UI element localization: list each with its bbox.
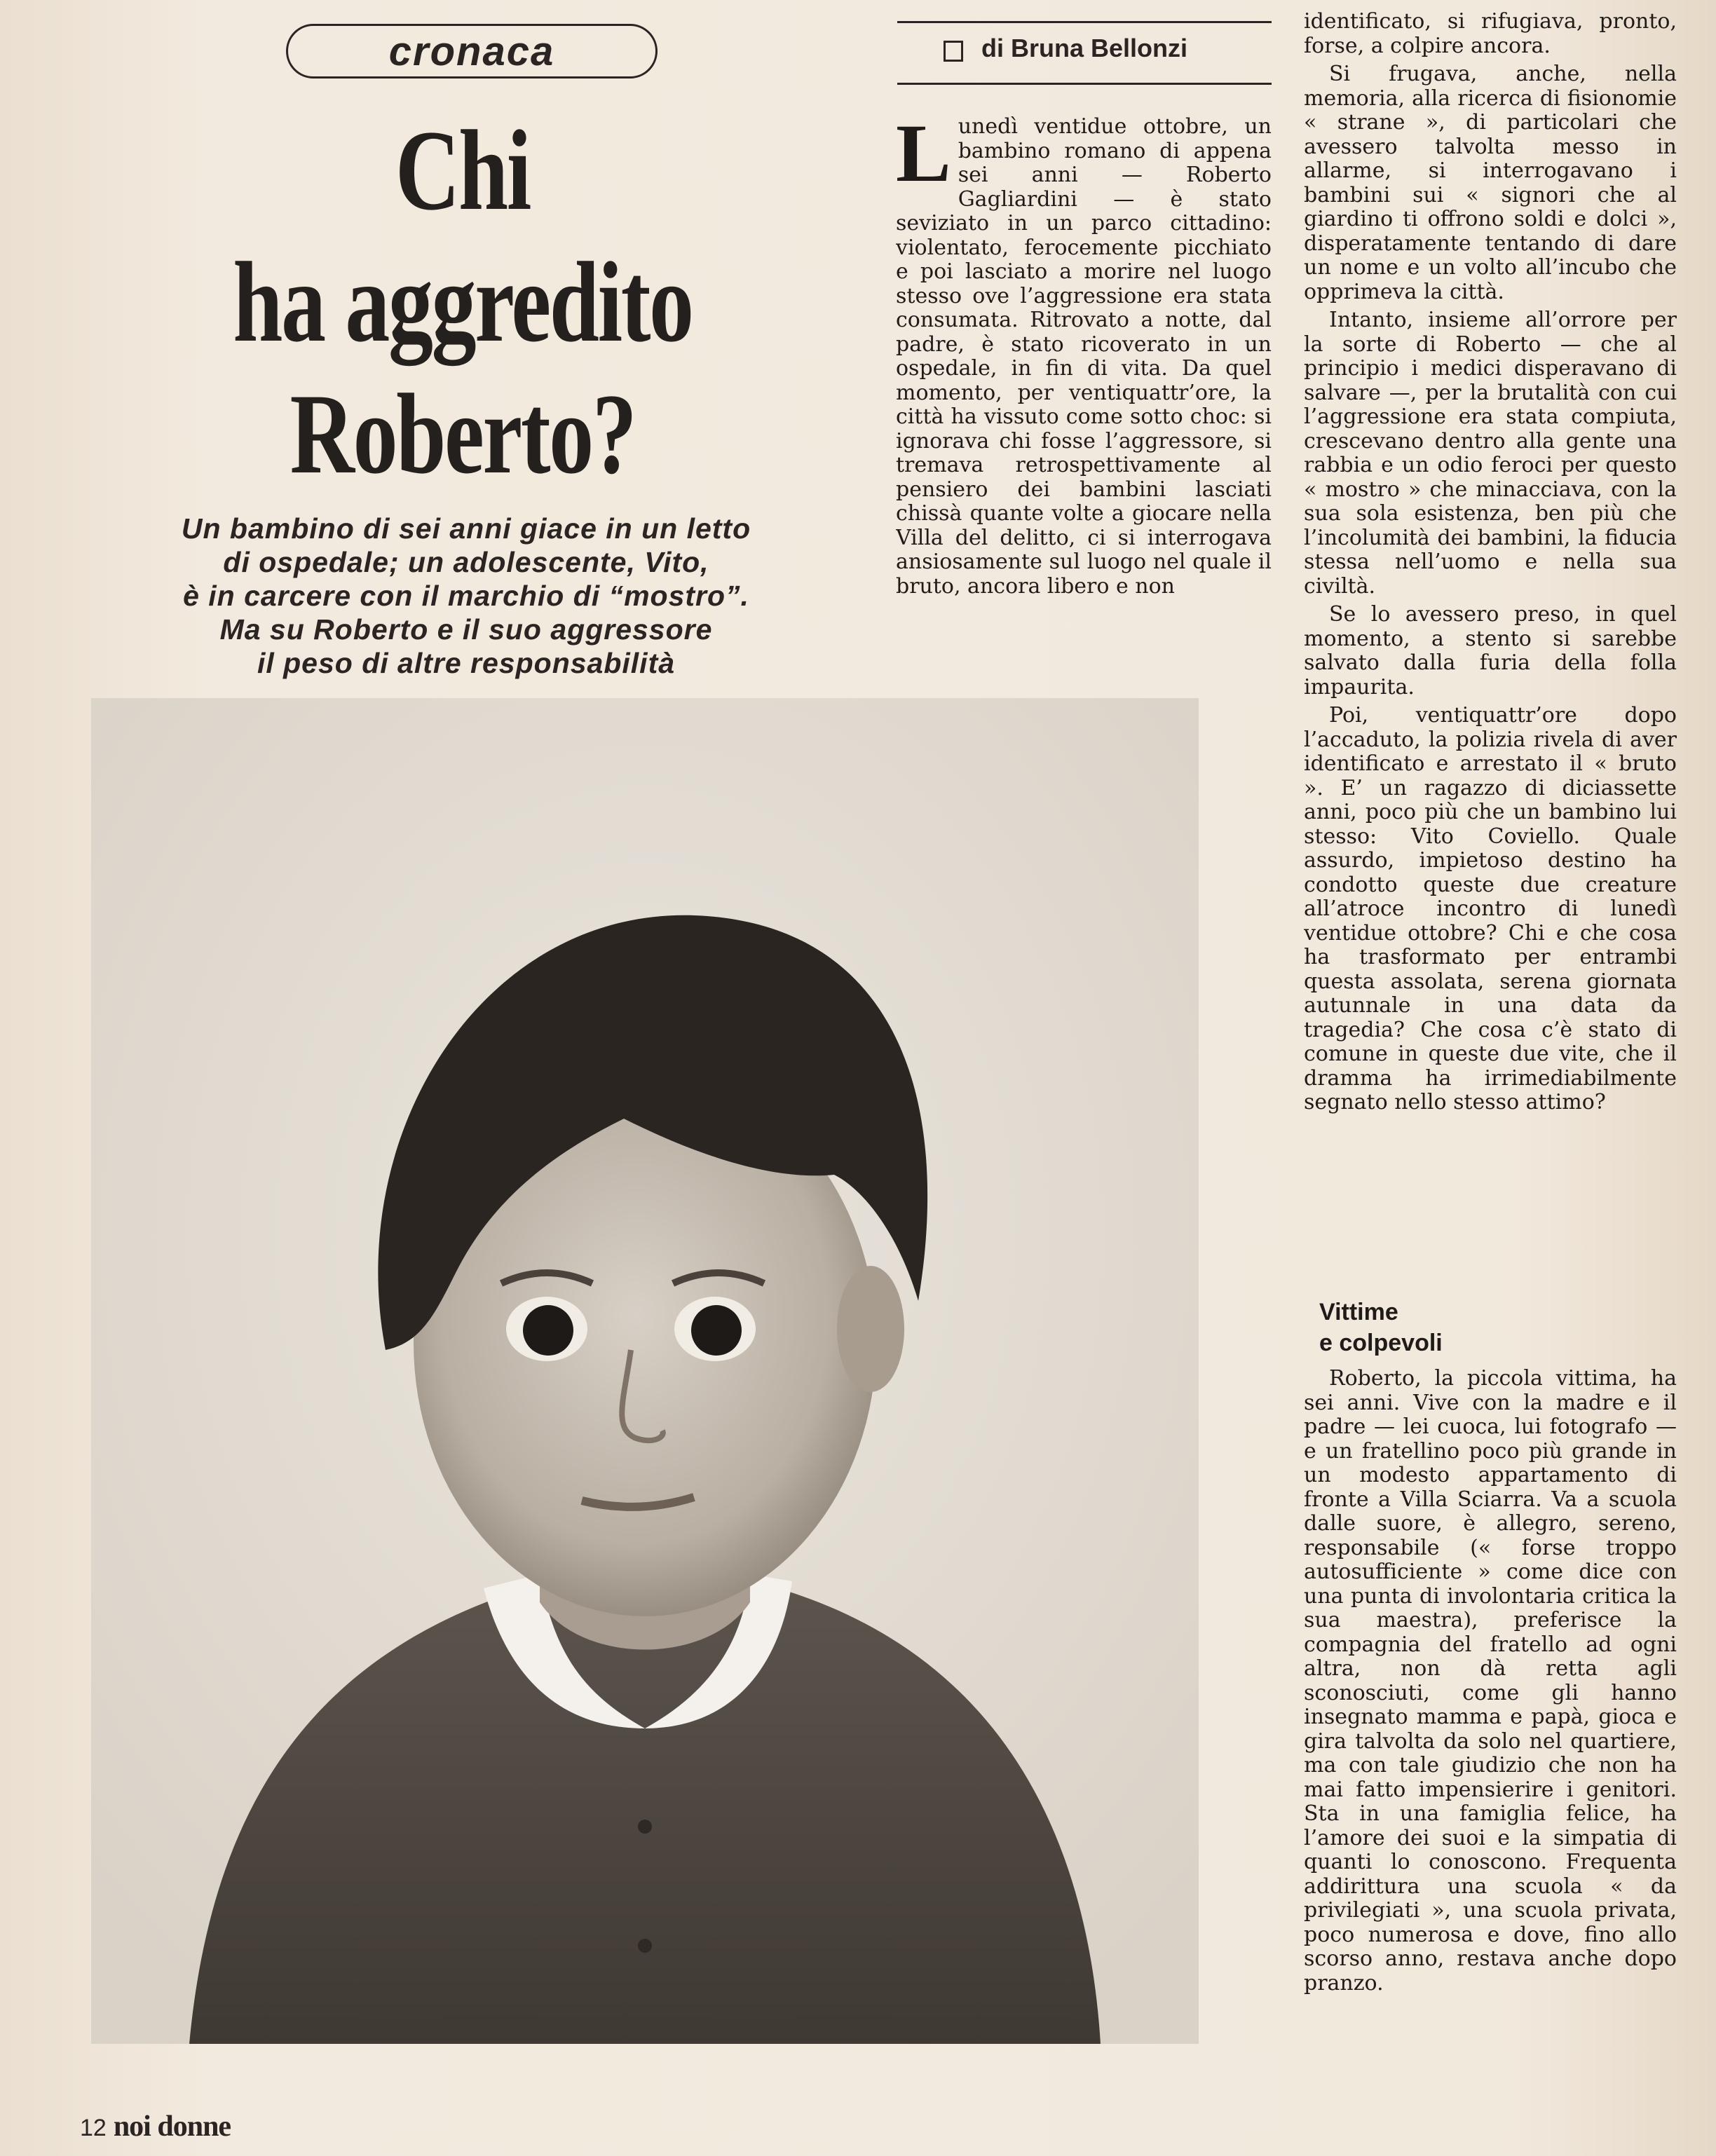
child-portrait-photo [91, 698, 1199, 2044]
subheading-line: Vittime [1319, 1299, 1398, 1325]
article-paragraph: Poi, ventiquattr’ore dopo l’accaduto, la polizia rivela di aver identificato e arrestato il « bruto ». E’ un ragazzo di diciassette anni, poco più che un bambino lui stesso: Vito Coviello. Quale assurdo, impietoso destino ha condotto queste due creature all’atroce incontro di lunedì ventidue ottobre? Chi e che cosa ha trasformato per entrambi questa assolata, serena giornata autunnale in una data da tragedia? Che cosa c’è stato di comune in queste due vite, che il dramma ha irrimediabilmente segnato nello stesso attimo? [1304, 703, 1677, 1114]
page-footer [80, 2110, 231, 2143]
article-paragraph: Roberto, la piccola vittima, ha sei anni. Vive con la madre e il padre — lei cuoca, lui fotografo — e un fratellino poco più grande in un modesto appartamento di fronte a Villa Sciarra. Va a scuola dalle suore, è allegro, sereno, responsabile (« forse troppo autosufficiente » come dice con una punta di involontaria critica la sua maestra), preferisce la compagnia del fratello ad ogni altra, non dà retta agli sconosciuti, come gli hanno insegnato mamma e papà, gioca e gira talvolta da solo nel quartiere, ma con tale giudizio che non ha mai fatto impensierire i genitori. Sta in una famiglia felice, ha l’amore dei suoi e la simpatia di quanti lo conoscono. Frequenta addirittura una scuola « da privilegiati », una scuola privata, poco numerosa e dove, fino allo scorso anno, restava anche dopo pranzo. [1304, 1367, 1677, 1995]
article-paragraph: Intanto, insieme all’orrore per la sorte di Roberto — che al principio i medici disperavano di salvare —, per la brutalità con cui l’aggressione era stata compiuta, crescevano dentro alla gente una rabbia e un odio feroci per questo « mostro » che minacciava, con la sua sola esistenza, ben più che l’incolumità dei bambini, la fiducia stessa nell’uomo e nella sua civiltà. [1304, 308, 1677, 599]
article-paragraph: Si frugava, anche, nella memoria, alla ricerca di fisionomie « strane », di particolari che avessero talvolta messo in allarme, si interrogavano i bambini sui « signori che al giardino ti offrono soldi e dolci », disperatamente tentando di dare un nome e un volto all’incubo che opprimeva la città. [1304, 62, 1677, 304]
subtitle-line: Ma su Roberto e il suo aggressore [219, 613, 713, 646]
portrait-illustration [91, 698, 1199, 2044]
paragraph-text: unedì ventidue ottobre, un bambino romano di appena sei anni — Roberto Gagliardini — è stato seviziato in un parco cittadino: violentato, ferocemente picchiato e poi lasciato a morire nel luogo stesso ove l’aggressione era stata consumata. Ritrovato a notte, dal padre, è stato ricoverato in un ospedale, in fin di vita. Da quel momento, per ventiquattr’ore, la città ha vissuto come sotto choc: si ignorava chi fosse l’aggressore, si tremava retrospettivamente al pensiero dei bambini lasciati chissà quante volte a giocare nella Villa del delitto, ci si interrogava ansiosamente sul luogo nel quale il bruto, ancora libero e non [896, 115, 1272, 599]
article-column-right-lower [1304, 1367, 1677, 2103]
article-subtitle [77, 512, 855, 680]
drop-cap: L [896, 115, 951, 199]
title-line: Roberto? [290, 371, 636, 498]
magazine-name: noi donne [113, 2110, 231, 2143]
section-subheading [1319, 1297, 1670, 1358]
byline-square-icon [944, 41, 963, 62]
article-column-middle [896, 115, 1272, 676]
subtitle-line: Un bambino di sei anni giace in un letto [181, 512, 751, 545]
article-title [168, 105, 758, 500]
article-column-right [1304, 10, 1677, 1243]
byline: di Bruna Bellonzi [981, 34, 1188, 62]
byline-rule-bottom [897, 83, 1272, 85]
title-line: Chi [395, 107, 531, 234]
byline-rule-top [897, 21, 1272, 23]
subtitle-line: di ospedale; un adolescente, Vito, [223, 546, 709, 578]
article-paragraph [896, 115, 1272, 599]
article-paragraph: Se lo avessero preso, in quel momento, a stento si sarebbe salvato dalla furia della folla impaurita. [1304, 602, 1677, 700]
subtitle-line: il peso di altre responsabilità [257, 647, 676, 679]
title-line: ha aggredito [233, 239, 693, 366]
article-paragraph: identificato, si rifugiava, pronto, forse, a colpire ancora. [1304, 10, 1677, 58]
subheading-line: e colpevoli [1319, 1330, 1443, 1356]
page-number: 12 [80, 2115, 107, 2141]
subtitle-line: è in carcere con il marchio di “mostro”. [183, 580, 749, 612]
section-label: cronaca [286, 24, 658, 79]
